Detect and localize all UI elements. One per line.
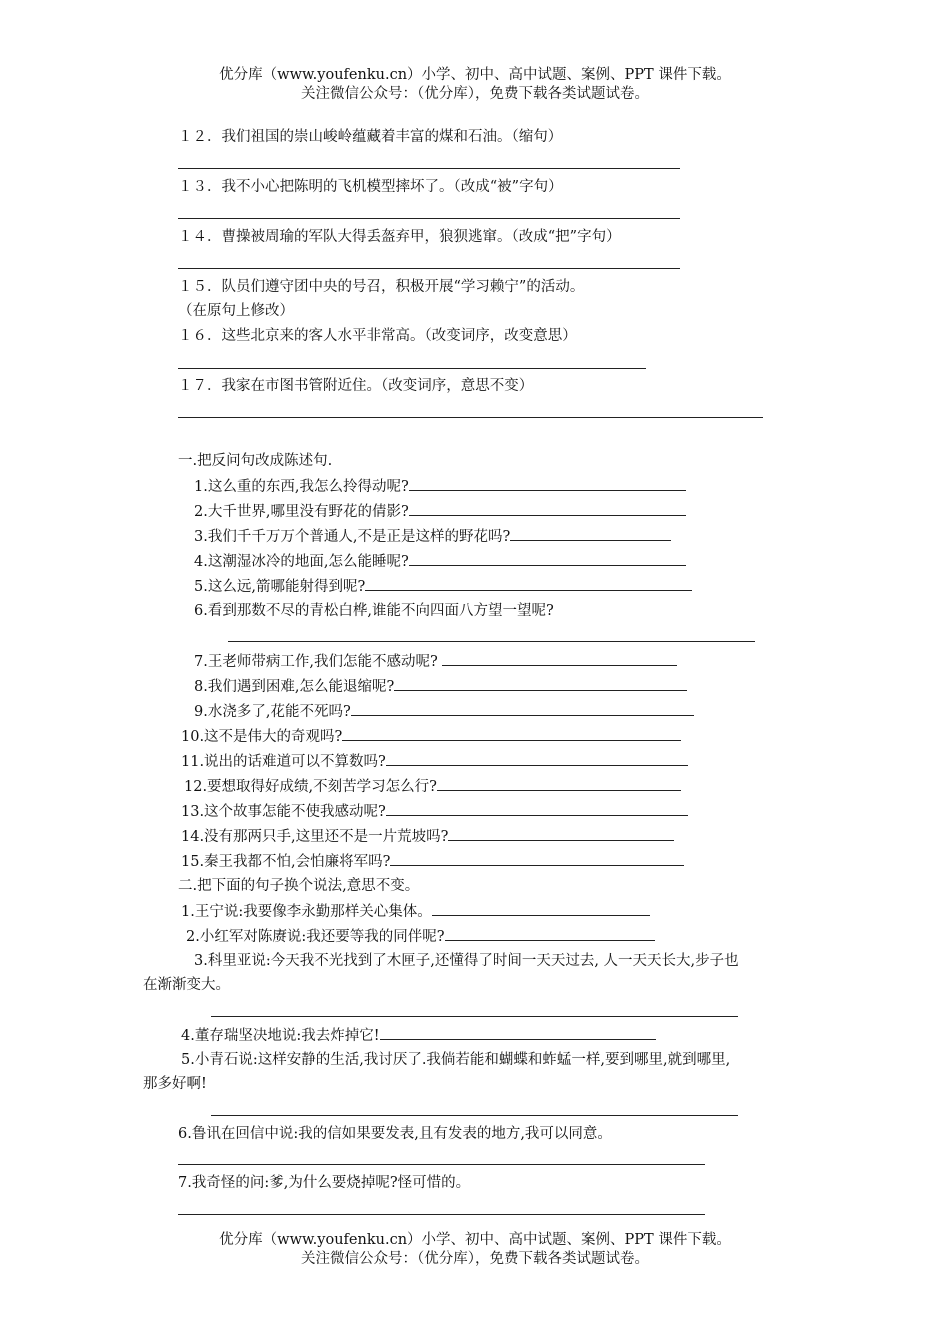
question-16: １６．这些北京来的客人水平非常高。（改变词序，改变意思） xyxy=(178,328,577,344)
answer-blank xyxy=(390,851,684,866)
answer-blank xyxy=(409,476,686,491)
item-text: 12.要想取得好成绩,不刻苦学习怎么行? xyxy=(184,779,437,795)
answer-line-s2-7 xyxy=(178,1214,705,1215)
item-text: 11.说出的话难道可以不算数吗? xyxy=(181,754,386,770)
section2-item-3: 3.科里亚说:今天我不光找到了木匣子,还懂得了时间一天天过去, 人一天天长大,步子也 xyxy=(194,953,739,969)
answer-blank xyxy=(386,751,688,766)
answer-blank xyxy=(380,1025,656,1040)
item-text: 3.我们千千万万个普通人,不是正是这样的野花吗? xyxy=(194,529,511,545)
item-text: 15.秦王我都不怕,会怕廉将军吗? xyxy=(181,854,391,870)
item-text: 14.没有那两只手,这里还不是一片荒坡吗? xyxy=(181,829,449,845)
question-14: １４．曹操被周瑜的军队大得丢盔弃甲，狼狈逃窜。（改成“把”字句） xyxy=(178,229,621,245)
answer-line-14 xyxy=(178,268,680,269)
item-text: 2.小红军对陈赓说:我还要等我的同伴呢? xyxy=(186,929,445,945)
section1-title: 一.把反问句改成陈述句. xyxy=(178,453,333,469)
item-text: 1.这么重的东西,我怎么拎得动呢? xyxy=(194,479,409,495)
item-text: 2.大千世界,哪里没有野花的倩影? xyxy=(194,504,409,520)
question-15-note: （在原句上修改） xyxy=(178,303,294,319)
item-text: 1.王宁说:我要像李永勤那样关心集体。 xyxy=(181,904,432,920)
answer-blank xyxy=(437,776,681,791)
section1-item-9 xyxy=(194,701,694,722)
question-15: １５．队员们遵守团中央的号召，积极开展“学习赖宁”的活动。 xyxy=(178,279,585,295)
section1-item-7 xyxy=(194,651,677,672)
footer-line-1: 优分库（www.youfenku.cn）小学、初中、高中试题、案例、PPT 课件下载。 xyxy=(219,1232,731,1248)
page-header xyxy=(0,66,950,104)
section2-item-3-cont: 在渐渐变大。 xyxy=(143,977,230,993)
question-12: １２．我们祖国的崇山峻岭蕴藏着丰富的煤和石油。（缩句） xyxy=(178,129,563,145)
header-line-2: 关注微信公众号：（优分库），免费下载各类试题试卷。 xyxy=(301,86,649,102)
answer-blank xyxy=(409,551,686,566)
section1-item-10 xyxy=(181,726,681,747)
item-text: 9.水浇多了,花能不死吗? xyxy=(194,704,351,720)
section1-item-5 xyxy=(194,576,692,597)
section2-item-4 xyxy=(181,1025,656,1046)
answer-blank xyxy=(409,501,686,516)
header-line-1: 优分库（www.youfenku.cn）小学、初中、高中试题、案例、PPT 课件下载。 xyxy=(219,67,731,83)
answer-blank xyxy=(448,826,674,841)
item-text: 4.董存瑞坚决地说:我去炸掉它! xyxy=(181,1028,380,1044)
answer-blank xyxy=(445,926,655,941)
section2-item-1 xyxy=(181,901,650,922)
item-text: 7.王老师带病工作,我们怎能不感动呢? xyxy=(194,654,443,670)
item-text: 8.我们遇到困难,怎么能退缩呢? xyxy=(194,679,395,695)
section1-item-11 xyxy=(181,751,688,772)
answer-line-12 xyxy=(178,168,680,169)
section1-item-3 xyxy=(194,526,671,547)
footer-line-2: 关注微信公众号：（优分库），免费下载各类试题试卷。 xyxy=(301,1251,649,1267)
answer-blank xyxy=(432,901,650,916)
answer-line-s2-5 xyxy=(211,1115,738,1116)
answer-line-s2-3 xyxy=(211,1016,738,1017)
item-text: 10.这不是伟大的奇观吗? xyxy=(181,729,343,745)
answer-blank xyxy=(351,701,694,716)
section1-item-2 xyxy=(194,501,686,522)
section2-item-6: 6.鲁讯在回信中说:我的信如果要发表,且有发表的地方,我可以同意。 xyxy=(178,1126,612,1142)
section2-item-2 xyxy=(186,926,655,947)
answer-blank xyxy=(510,526,671,541)
section1-item-13 xyxy=(181,801,688,822)
answer-line-16 xyxy=(178,368,646,369)
answer-line-17 xyxy=(178,417,763,418)
answer-blank xyxy=(386,801,688,816)
section2-title: 二.把下面的句子换个说法,意思不变。 xyxy=(178,878,420,894)
answer-blank xyxy=(394,676,687,691)
answer-line-13 xyxy=(178,218,680,219)
section1-item-14 xyxy=(181,826,674,847)
section1-item-4 xyxy=(194,551,686,572)
section2-item-5-cont: 那多好啊! xyxy=(143,1076,207,1092)
section1-item-12 xyxy=(184,776,681,797)
section1-item-15 xyxy=(181,851,684,872)
answer-blank xyxy=(342,726,681,741)
section2-item-7: 7.我奇怪的问:爹,为什么要烧掉呢?怪可惜的。 xyxy=(178,1175,471,1191)
question-13: １３．我不小心把陈明的飞机模型摔坏了。（改成“被”字句） xyxy=(178,179,563,195)
item-text: 4.这潮湿冰冷的地面,怎么能睡呢? xyxy=(194,554,409,570)
item-text: 5.这么远,箭哪能射得到呢? xyxy=(194,579,366,595)
section1-item-1 xyxy=(194,476,686,497)
answer-line-s2-6 xyxy=(178,1164,705,1165)
page-footer xyxy=(0,1231,950,1269)
answer-line-s1-6 xyxy=(228,641,755,642)
answer-blank xyxy=(365,576,692,591)
question-17: １７．我家在市图书管附近住。（改变词序，意思不变） xyxy=(178,378,534,394)
section1-item-6: 6.看到那数不尽的青松白桦,谁能不向四面八方望一望呢? xyxy=(194,603,554,619)
item-text: 13.这个故事怎能不使我感动呢? xyxy=(181,804,386,820)
section2-item-5: 5.小青石说:这样安静的生活,我讨厌了.我倘若能和蝴蝶和蚱蜢一样,要到哪里,就到哪里, xyxy=(181,1052,731,1068)
section1-item-8 xyxy=(194,676,687,697)
answer-blank xyxy=(442,651,677,666)
